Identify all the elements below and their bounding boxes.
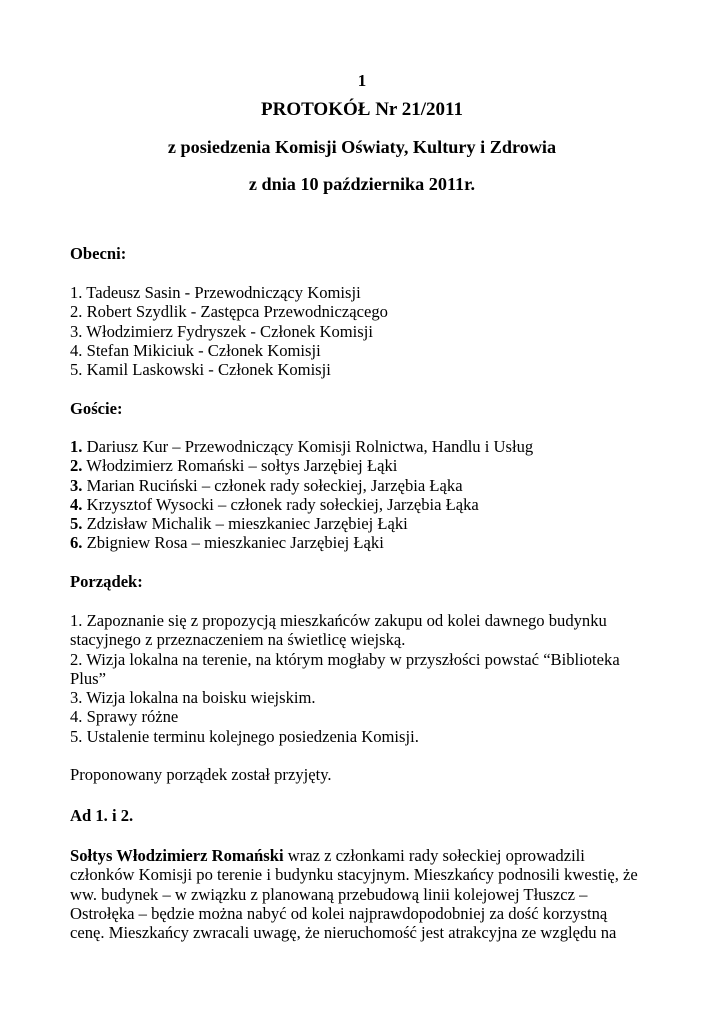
agenda-line: 2. Wizja lokalna na terenie, na którym mogłaby w przyszłości powstać “Biblioteka bbox=[70, 649, 620, 669]
document-title: PROTOKÓŁ Nr 21/2011 bbox=[261, 99, 463, 120]
list-item bbox=[70, 437, 660, 456]
item-number: 6. bbox=[70, 533, 83, 553]
ad-heading: Ad 1. i 2. bbox=[70, 806, 134, 825]
item-text: Zdzisław Michalik – mieszkaniec Jarzębiej Łąki bbox=[82, 514, 408, 534]
list-item: 2. Robert Szydlik - Zastępca Przewodniczącego bbox=[70, 302, 388, 322]
agenda-line: 5. Ustalenie terminu kolejnego posiedzenia Komisji. bbox=[70, 726, 419, 746]
item-number: 2. bbox=[70, 456, 83, 476]
document-subtitle: z posiedzenia Komisji Oświaty, Kultury i Zdrowia bbox=[167, 137, 557, 157]
ad-paragraph bbox=[70, 846, 660, 942]
item-number: 3. bbox=[70, 475, 83, 495]
agenda-line: 1. Zapoznanie się z propozycją mieszkańców zakupu od kolei dawnego budynku bbox=[70, 611, 607, 630]
list-item bbox=[70, 514, 660, 533]
agenda-line: 4. Sprawy różne bbox=[70, 707, 179, 727]
list-item bbox=[70, 495, 660, 514]
porzadek-section bbox=[70, 572, 660, 591]
paragraph-text: wraz z członkami rady sołeckiej oprowadzili bbox=[283, 846, 585, 865]
list-item bbox=[70, 533, 660, 552]
goscie-heading: Goście: bbox=[70, 399, 123, 418]
accepted-text: Proponowany porządek został przyjęty. bbox=[70, 765, 332, 784]
list-item bbox=[70, 476, 660, 495]
paragraph-line: cenę. Mieszkańcy zwracali uwagę, że nieruchomość jest atrakcyjna ze względu na bbox=[70, 923, 617, 943]
agenda-line: Plus” bbox=[70, 668, 106, 688]
obecni-list bbox=[70, 283, 660, 379]
obecni-heading: Obecni: bbox=[70, 244, 127, 263]
goscie-list bbox=[70, 437, 660, 553]
ad-section bbox=[70, 806, 660, 825]
paragraph-line bbox=[70, 846, 660, 865]
list-item bbox=[70, 456, 660, 475]
porzadek-list bbox=[70, 611, 660, 746]
item-number: 5. bbox=[70, 514, 83, 534]
list-item: 5. Kamil Laskowski - Członek Komisji bbox=[70, 360, 331, 380]
item-text: Zbigniew Rosa – mieszkaniec Jarzębiej Łąki bbox=[82, 533, 384, 553]
list-item: 3. Włodzimierz Fydryszek - Członek Komisji bbox=[70, 321, 373, 341]
agenda-line: stacyjnego z przeznaczeniem na świetlicę wiejską. bbox=[70, 630, 406, 650]
page-number: 1 bbox=[357, 71, 367, 90]
agenda-accepted bbox=[70, 765, 660, 784]
soltys-name: Sołtys Włodzimierz Romański bbox=[70, 846, 284, 865]
item-text: Krzysztof Wysocki – członek rady sołeckiej, Jarzębia Łąka bbox=[82, 494, 479, 514]
paragraph-line: Ostrołęka – będzie można nabyć od kolei najprawdopodobniej za dość korzystną bbox=[70, 903, 608, 923]
goscie-section bbox=[70, 399, 660, 418]
item-text: Marian Ruciński – członek rady sołeckiej, Jarzębia Łąka bbox=[82, 475, 463, 495]
list-item: 1. Tadeusz Sasin - Przewodniczący Komisji bbox=[70, 283, 361, 302]
agenda-line: 3. Wizja lokalna na boisku wiejskim. bbox=[70, 688, 316, 708]
item-text: Dariusz Kur – Przewodniczący Komisji Rolnictwa, Handlu i Usług bbox=[82, 437, 534, 456]
porzadek-heading: Porządek: bbox=[70, 572, 143, 591]
list-item: 4. Stefan Mikiciuk - Członek Komisji bbox=[70, 340, 321, 360]
item-number: 4. bbox=[70, 494, 83, 514]
item-text: Włodzimierz Romański – sołtys Jarzębiej Łąki bbox=[82, 456, 398, 476]
document-date: z dnia 10 października 2011r. bbox=[248, 174, 476, 194]
paragraph-line: ww. budynek – w związku z planowaną przebudową linii kolejowej Tłuszcz – bbox=[70, 884, 588, 904]
item-number: 1. bbox=[70, 437, 83, 456]
paragraph-line: członków Komisji po terenie i budynku stacyjnym. Mieszkańcy podnosili kwestię, że bbox=[70, 865, 638, 885]
obecni-section bbox=[70, 244, 660, 263]
